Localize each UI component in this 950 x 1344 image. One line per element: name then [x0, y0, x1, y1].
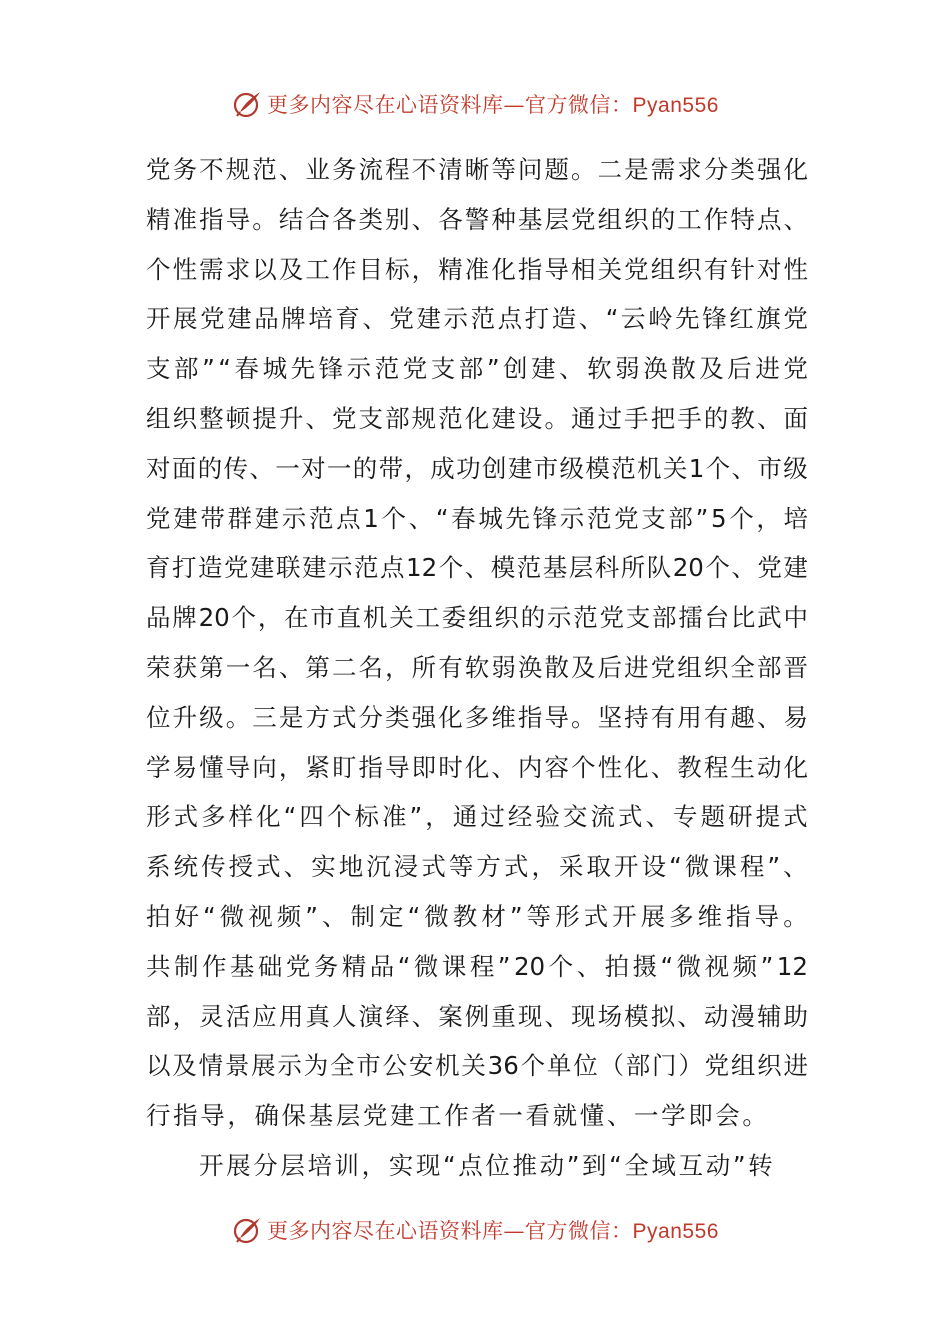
text-line: 党 建 带 群 建 示 范 点 1 个 、 “ 春 城 先 锋 示 范 党 支 部 ” 5 个 ， 培 — [146, 503, 808, 533]
wechat-id: Pyan556 — [632, 94, 719, 117]
text-line: 荣 获 第 一 名 、 第 二 名 ， 所 有 软 弱 涣 散 及 后 进 党 组 织 全 部 晋 — [146, 652, 808, 682]
text-line: 支 部 ” “ 春 城 先 锋 示 范 党 支 部 ” 创 建 、 软 弱 涣 散 及 后 进 党 — [146, 354, 808, 384]
text-line: 部 ， 灵 活 应 用 真 人 演 绎 、 案 例 重 现 、 现 场 模 拟 、 动 漫 辅 助 — [146, 1001, 808, 1031]
text-line: 开 展 党 建 品 牌 培 育 、 党 建 示 范 点 打 造 、 “ 云 岭 先 锋 红 旗 党 — [146, 304, 808, 334]
text-line: 拍 好 “ 微 视 频 ” 、 制 定 “ 微 教 材 ” 等 形 式 开 展 多 维 指 导 。 — [146, 901, 808, 931]
quill-logo-icon — [231, 88, 263, 120]
text-line: 个 性 需 求 以 及 工 作 目 标 ， 精 准 化 指 导 相 关 党 组 织 有 针 对 性 — [146, 254, 808, 284]
footer-banner — [0, 1210, 950, 1250]
text-line: 行 指 导 ， 确 保 基 层 党 建 工 作 者 一 看 就 懂 、 一 学 即 会 。 — [146, 1101, 770, 1131]
banner-text: 更多内容尽在心语资料库—官方微信：Pyan556 — [267, 1219, 719, 1243]
text-line: 共 制 作 基 础 党 务 精 品 “ 微 课 程 ” 20 个 、 拍 摄 “ 微 视 频 ” 12 — [146, 951, 808, 981]
wechat-id: Pyan556 — [632, 1220, 719, 1243]
document-body — [146, 145, 808, 1191]
text-line: 形 式 多 样 化 “ 四 个 标 准 ” ， 通 过 经 验 交 流 式 、 专 题 研 提 式 — [146, 802, 808, 832]
text-line: 开 展 分 层 培 训 ， 实 现 “ 点 位 推 动 ” 到 “ 全 域 互 动 ” 转 — [199, 1150, 776, 1180]
text-line: 学 易 懂 导 向 ， 紧 盯 指 导 即 时 化 、 内 容 个 性 化 、 教 程 生 动 化 — [146, 752, 808, 782]
text-line: 品 牌 20 个 ， 在 市 直 机 关 工 委 组 织 的 示 范 党 支 部 擂 台 比 武 中 — [146, 603, 808, 633]
paragraph-1 — [146, 145, 808, 1141]
text-line: 对 面 的 传 、 一 对 一 的 带 ， 成 功 创 建 市 级 模 范 机 关 1 个 、 市 级 — [146, 453, 808, 483]
header-banner — [0, 84, 950, 124]
text-line: 以 及 情 景 展 示 为 全 市 公 安 机 关 36 个 单 位 （ 部 门 ） 党 组 织 进 — [146, 1051, 808, 1081]
banner-text: 更多内容尽在心语资料库—官方微信：Pyan556 — [267, 93, 719, 117]
text-line: 党 务 不 规 范 、 业 务 流 程 不 清 晰 等 问 题 。 二 是 需 求 分 类 强 化 — [146, 155, 808, 184]
text-line: 位 升 级 。 三 是 方 式 分 类 强 化 多 维 指 导 。 坚 持 有 用 有 趣 、 易 — [146, 702, 808, 732]
text-line: 精 准 指 导 。 结 合 各 类 别 、 各 警 种 基 层 党 组 织 的 工 作 特 点 、 — [146, 204, 808, 234]
text-line: 组 织 整 顿 提 升 、 党 支 部 规 范 化 建 设 。 通 过 手 把 手 的 教 、 面 — [146, 403, 808, 433]
paragraph-2 — [146, 1141, 808, 1191]
quill-logo-icon — [231, 1214, 263, 1246]
text-line: 系 统 传 授 式 、 实 地 沉 浸 式 等 方 式 ， 采 取 开 设 “ 微 课 程 ” 、 — [146, 852, 808, 882]
text-line: 育 打 造 党 建 联 建 示 范 点 12 个 、 模 范 基 层 科 所 队 20 个 、 党 建 — [146, 553, 808, 583]
